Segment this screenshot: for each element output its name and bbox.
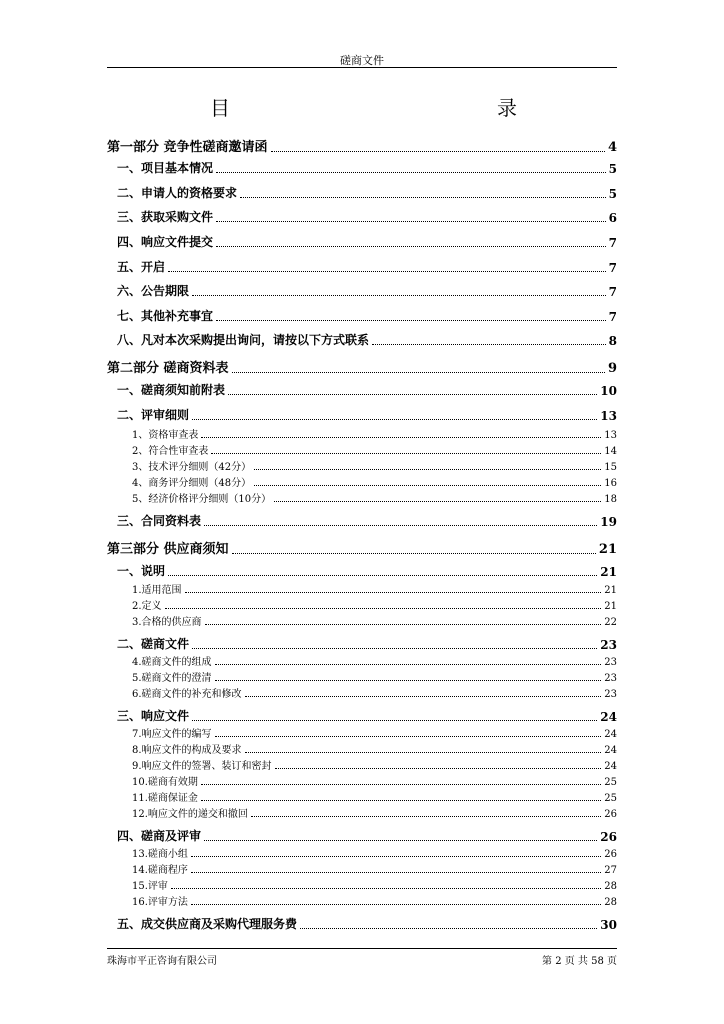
toc-entry[interactable] — [132, 725, 617, 740]
toc-entry[interactable] — [132, 490, 617, 505]
toc-entry[interactable] — [117, 258, 617, 275]
toc-entry-page: 7 — [608, 261, 617, 275]
toc-entry[interactable] — [117, 512, 617, 529]
toc-entry[interactable] — [107, 357, 617, 376]
toc-entry[interactable] — [132, 458, 617, 473]
toc-leader-dots — [192, 295, 606, 296]
toc-entry-page: 21 — [604, 601, 617, 612]
toc-entry-page: 19 — [600, 515, 617, 529]
toc-entry[interactable] — [117, 707, 617, 724]
toc-entry[interactable] — [132, 442, 617, 457]
toc-entry[interactable] — [132, 845, 617, 860]
toc-leader-dots — [275, 768, 602, 769]
toc-entry-label: 二、申请人的资格要求 — [117, 186, 238, 200]
toc-entry[interactable] — [117, 159, 617, 176]
toc-leader-dots — [216, 320, 606, 321]
toc-leader-dots — [171, 888, 601, 889]
toc-entry-label: 六、公告期限 — [117, 284, 190, 298]
toc-leader-dots — [168, 271, 606, 272]
toc-leader-dots — [165, 608, 602, 609]
toc-entry-page: 22 — [604, 617, 617, 628]
toc-leader-dots — [245, 752, 602, 753]
toc-leader-dots — [254, 485, 601, 486]
toc-leader-dots — [228, 394, 597, 395]
toc-entry[interactable] — [132, 805, 617, 820]
toc-entry[interactable] — [132, 789, 617, 804]
toc-entry[interactable] — [117, 915, 617, 932]
footer-page-info: 第 2 页 共 58 页 — [542, 956, 617, 967]
toc-entry-label: 2、符合性审查表 — [132, 446, 209, 457]
toc-entry-page: 26 — [604, 809, 617, 820]
toc-leader-dots — [215, 680, 602, 681]
toc-entry-label: 三、合同资料表 — [117, 514, 202, 528]
toc-entry[interactable] — [132, 474, 617, 489]
toc-leader-dots — [216, 246, 606, 247]
toc-leader-dots — [372, 344, 606, 345]
toc-leader-dots — [245, 696, 602, 697]
toc-entry-label: 三、响应文件 — [117, 709, 190, 723]
toc-entry[interactable] — [132, 653, 617, 668]
toc-leader-dots — [204, 525, 597, 526]
toc-entry[interactable] — [117, 827, 617, 844]
toc-entry-page: 24 — [600, 710, 617, 724]
toc-entry[interactable] — [117, 331, 617, 348]
toc-entry-label: 14.磋商程序 — [132, 865, 188, 876]
toc-entry-label: 三、获取采购文件 — [117, 210, 214, 224]
toc-leader-dots — [191, 904, 601, 905]
toc-entry-label: 一、项目基本情况 — [117, 161, 214, 175]
toc-entry[interactable] — [117, 381, 617, 398]
toc-entry-label: 16.评审方法 — [132, 897, 188, 908]
toc-entry-label: 4.磋商文件的组成 — [132, 657, 212, 668]
toc-entry-page: 7 — [608, 236, 617, 250]
toc-entry[interactable] — [107, 136, 617, 155]
toc-entry-label: 五、开启 — [117, 260, 166, 274]
toc-entry[interactable] — [132, 757, 617, 772]
toc-entry-label: 2.定义 — [132, 601, 162, 612]
toc-leader-dots — [205, 624, 602, 625]
toc-entry-page: 21 — [598, 542, 617, 557]
toc-leader-dots — [191, 872, 601, 873]
toc-entry[interactable] — [117, 406, 617, 423]
toc-entry-label: 一、磋商须知前附表 — [117, 383, 226, 397]
toc-entry-label: 12.响应文件的递交和撤回 — [132, 809, 248, 820]
toc-leader-dots — [201, 784, 601, 785]
toc-leader-dots — [271, 151, 605, 152]
toc-entry-label: 第三部分 供应商须知 — [107, 542, 229, 557]
toc-entry[interactable] — [132, 669, 617, 684]
toc-entry[interactable] — [117, 233, 617, 250]
toc-leader-dots — [192, 648, 597, 649]
toc-entry-label: 第一部分 竞争性磋商邀请函 — [107, 140, 268, 155]
toc-leader-dots — [201, 437, 601, 438]
toc-entry[interactable] — [117, 307, 617, 324]
toc-entry[interactable] — [132, 613, 617, 628]
toc-leader-dots — [192, 720, 597, 721]
toc-entry[interactable] — [132, 773, 617, 788]
toc-leader-dots — [215, 664, 602, 665]
toc-entry-page: 23 — [604, 673, 617, 684]
toc-title-left: 目 — [210, 96, 230, 120]
toc-entry[interactable] — [117, 184, 617, 201]
toc-entry-label: 四、响应文件提交 — [117, 235, 214, 249]
toc-leader-dots — [211, 453, 601, 454]
toc-entry-label: 七、其他补充事宜 — [117, 309, 214, 323]
toc-entry-page: 15 — [604, 462, 617, 473]
toc-leader-dots — [201, 800, 601, 801]
toc-entry-page: 14 — [604, 446, 617, 457]
toc-entry-label: 9.响应文件的签署、装订和密封 — [132, 761, 272, 772]
toc-entry-page: 23 — [604, 689, 617, 700]
toc-entry[interactable] — [132, 861, 617, 876]
toc-entry-label: 15.评审 — [132, 881, 168, 892]
toc-entry-page: 21 — [600, 565, 617, 579]
toc-leader-dots — [192, 419, 597, 420]
toc-leader-dots — [251, 816, 601, 817]
toc-entry[interactable] — [117, 282, 617, 299]
toc-entry-label: 6.磋商文件的补充和修改 — [132, 689, 242, 700]
toc-entry-page: 23 — [604, 657, 617, 668]
toc-entry-label: 5、经济价格评分细则（10分） — [132, 494, 272, 505]
toc-entry-label: 4、商务评分细则（48分） — [132, 478, 252, 489]
toc-entry-label: 八、凡对本次采购提出询问，请按以下方式联系 — [117, 333, 370, 347]
footer-company: 珠海市平正咨询有限公司 — [107, 956, 217, 967]
toc-entry[interactable] — [132, 741, 617, 756]
toc-entry[interactable] — [132, 685, 617, 700]
toc-leader-dots — [216, 172, 606, 173]
toc-entry-page: 16 — [604, 478, 617, 489]
toc-entry-label: 8.响应文件的构成及要求 — [132, 745, 242, 756]
footer-divider — [107, 948, 617, 949]
toc-entry[interactable] — [132, 426, 617, 441]
toc-entry-label: 第二部分 磋商资料表 — [107, 361, 229, 376]
toc-leader-dots — [215, 736, 602, 737]
toc-entry-page: 24 — [604, 745, 617, 756]
toc-entry-label: 1.适用范围 — [132, 585, 182, 596]
toc-entry[interactable] — [117, 635, 617, 652]
toc-entry[interactable] — [107, 538, 617, 557]
toc-entry-label: 1、资格审查表 — [132, 430, 199, 441]
page-header: 磋商文件 — [340, 54, 384, 67]
toc-leader-dots — [254, 469, 601, 470]
toc-entry-page: 5 — [608, 187, 617, 201]
toc-entry-page: 30 — [600, 918, 617, 932]
toc-entry-label: 13.磋商小组 — [132, 849, 188, 860]
toc-leader-dots — [185, 592, 602, 593]
toc-entry-page: 4 — [607, 140, 617, 155]
toc-entry-label: 5.磋商文件的澄清 — [132, 673, 212, 684]
toc-entry-label: 四、磋商及评审 — [117, 829, 202, 843]
toc-entry-page: 18 — [604, 494, 617, 505]
toc-entry-label: 一、说明 — [117, 564, 166, 578]
toc-entry-page: 21 — [604, 585, 617, 596]
toc-entry[interactable] — [132, 893, 617, 908]
toc-entry-page: 28 — [604, 881, 617, 892]
toc-entry-label: 3.合格的供应商 — [132, 617, 202, 628]
toc-leader-dots — [240, 197, 606, 198]
toc-entry-label: 二、磋商文件 — [117, 637, 190, 651]
toc-entry-label: 3、技术评分细则（42分） — [132, 462, 252, 473]
toc-entry-page: 9 — [607, 361, 617, 376]
toc-leader-dots — [191, 856, 601, 857]
toc-leader-dots — [216, 221, 606, 222]
toc-entry-page: 26 — [604, 849, 617, 860]
toc-entry-page: 26 — [600, 830, 617, 844]
toc-entry-page: 24 — [604, 729, 617, 740]
toc-entry[interactable] — [117, 562, 617, 579]
toc-entry-page: 10 — [600, 384, 617, 398]
toc-entry-page: 7 — [608, 310, 617, 324]
toc-entry-label: 10.磋商有效期 — [132, 777, 198, 788]
toc-entry-label: 五、成交供应商及采购代理服务费 — [117, 917, 298, 931]
toc-title-right: 录 — [497, 96, 517, 120]
toc-entry-page: 5 — [608, 162, 617, 176]
toc-entry[interactable] — [132, 581, 617, 596]
toc-entry-label: 二、评审细则 — [117, 408, 190, 422]
toc-leader-dots — [204, 840, 597, 841]
toc-entry-page: 6 — [608, 211, 617, 225]
toc-entry-label: 11.磋商保证金 — [132, 793, 198, 804]
toc-leader-dots — [300, 928, 597, 929]
toc-entry-page: 28 — [604, 897, 617, 908]
toc-entry[interactable] — [132, 597, 617, 612]
toc-entry-page: 13 — [600, 409, 617, 423]
toc-leader-dots — [232, 553, 596, 554]
toc-leader-dots — [274, 501, 601, 502]
toc-entry-page: 23 — [600, 638, 617, 652]
toc-entry[interactable] — [132, 877, 617, 892]
toc-entry-page: 7 — [608, 285, 617, 299]
toc-entry-page: 25 — [604, 793, 617, 804]
toc-entry-page: 25 — [604, 777, 617, 788]
toc-leader-dots — [168, 575, 597, 576]
toc-entry-label: 7.响应文件的编写 — [132, 729, 212, 740]
toc-entry-page: 13 — [604, 430, 617, 441]
toc-entry[interactable] — [117, 208, 617, 225]
toc-entry-page: 27 — [604, 865, 617, 876]
toc-leader-dots — [232, 372, 605, 373]
toc-entry-page: 24 — [604, 761, 617, 772]
toc-entry-page: 8 — [608, 334, 617, 348]
